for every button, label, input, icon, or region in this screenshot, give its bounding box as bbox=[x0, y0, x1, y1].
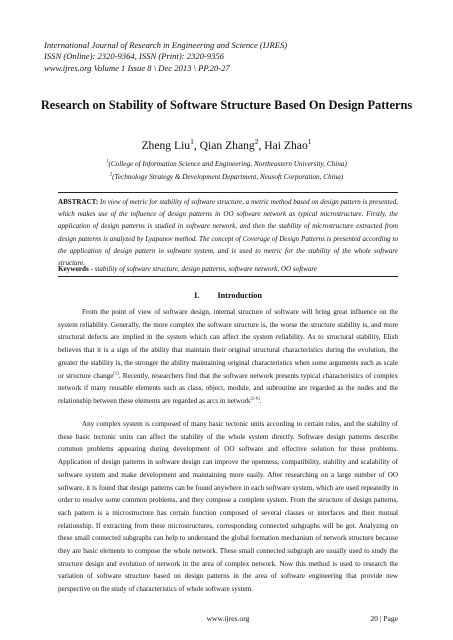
keywords-label: Keywords - bbox=[58, 265, 93, 273]
affiliation bbox=[30, 171, 423, 184]
affiliation-text: (Technology Strategy & Development Department, Neusoft Corporation, China) bbox=[112, 173, 344, 181]
author-name: Zheng Liu bbox=[141, 139, 191, 152]
author-list bbox=[30, 139, 423, 152]
abstract-label: ABSTRACT: bbox=[58, 198, 99, 206]
journal-issn: ISSN (Online): 2320-9364, ISSN (Print): 2320-9356 bbox=[44, 51, 224, 62]
section-title-text: Introduction bbox=[217, 291, 262, 300]
author-affiliation-mark: 1 bbox=[190, 137, 194, 147]
keywords-block bbox=[58, 264, 398, 274]
affiliation bbox=[30, 158, 423, 171]
body-paragraph bbox=[58, 418, 398, 596]
paragraph-text: . Recently, researchers find that the software network presents typical characteristics of complex network if many reusable elements such as class, object, module, and subroutine are regarded as the nodes and the relationship between these elements are regarded as arcs in network bbox=[58, 371, 398, 405]
author-affiliation-mark: 1 bbox=[307, 137, 312, 147]
abstract-block bbox=[58, 196, 398, 269]
keywords-text: stability of software structure, design patterns, software network, OO software bbox=[94, 265, 318, 273]
abstract-top-rule bbox=[58, 192, 398, 193]
citation-ref: [1] bbox=[113, 370, 119, 376]
journal-volume: www.ijres.org Volume 1 Issue 8 \ Dec 2013 \ PP.20-27 bbox=[44, 62, 230, 73]
citation-ref: [2-6] bbox=[250, 395, 260, 401]
journal-name: International Journal of Research in Engineering and Science (IJRES) bbox=[44, 40, 288, 50]
paragraph-text: . bbox=[259, 396, 262, 405]
affiliation-mark: 1 bbox=[106, 159, 109, 165]
journal-header bbox=[44, 40, 424, 74]
keywords-bottom-rule bbox=[58, 276, 398, 277]
author-separator: , bbox=[193, 139, 200, 152]
body-paragraph bbox=[58, 306, 398, 408]
page-number: 20 | Page bbox=[370, 614, 398, 623]
footer-url: www.ijres.org bbox=[206, 614, 250, 623]
affiliation-mark: 2 bbox=[109, 172, 113, 178]
abstract-text: In view of metric for stability of software structure, a metric method based on design pattern is presented, which makes use of the influence of design patterns in OO software network as typical microstructure. Firstly, the application of design patterns is studied in software network, and then the stability of microstructure extracted from design patterns is analyzed by Lyapunov method. The concept of Coverage of Design Patterns is presented according to the application of design pattern in software system, and is used to metric for the stability of the whole software structure. bbox=[58, 198, 398, 268]
affiliation-list bbox=[30, 158, 423, 184]
author-name: Hai Zhao bbox=[264, 139, 308, 152]
paper-title: Research on Stability of Software Structure Based On Design Patterns bbox=[40, 98, 413, 112]
paragraph-text: Any complex system is composed of many basic tectonic units according to certain rules, and the stability of these basic tectonic units can affect the stability of the whole system directly. Software design patterns describe common problems appearing during development of OO software and effective solution for these problems. Application of design patterns in software design can improve the openness, compatibility, stability and scalability of software system and make development and maintaining more easily. After researching on a large number of OO software, it is found that design patterns can be found anywhere in each software system, which are used repeatedly in order to resolve some common problems, and they compose a complete system. From the structure of design patterns, each pattern is a microstructure has certain function composed of several classes or interfaces and their mutual relationship. If extracting from these microstructures, corresponding connected subgraphs will be got. Analyzing on these small connected subgraphs can help to understand the global formation mechanism of network structure because they are basic elements to compose the whole network. These small connected subgraph are usually used to study the structure design and evolution of network in the area of complex network. Now this method is used to research the variation of software structure based on design patterns in the area of software engineering that provide new perspective on the study of characteristics of whole software system. bbox=[58, 420, 398, 594]
paragraph-text: From the point of view of software design, internal structure of software will bring great influence on the system reliability. Generally, the more complex the software structure is, the worse the structure stability is, and more structural defects are implied in the system which can affect the system reliability. As to structural stability, Elish believes that it is a sign of the ability that maintain their original structural characteristics during the evolution, the greater the stability is, the stronger the ability maintaining original characteristics when some arguments such as scale or structure change bbox=[58, 308, 398, 380]
section-heading bbox=[58, 291, 398, 300]
author-separator: , bbox=[258, 139, 265, 152]
author-name: Qian Zhang bbox=[199, 139, 255, 152]
affiliation-text: (College of Information Science and Engineering, Northeastern University, China) bbox=[108, 160, 347, 168]
page-footer bbox=[58, 614, 398, 626]
section-number: I. bbox=[194, 291, 200, 300]
author-affiliation-mark: 2 bbox=[254, 137, 259, 147]
